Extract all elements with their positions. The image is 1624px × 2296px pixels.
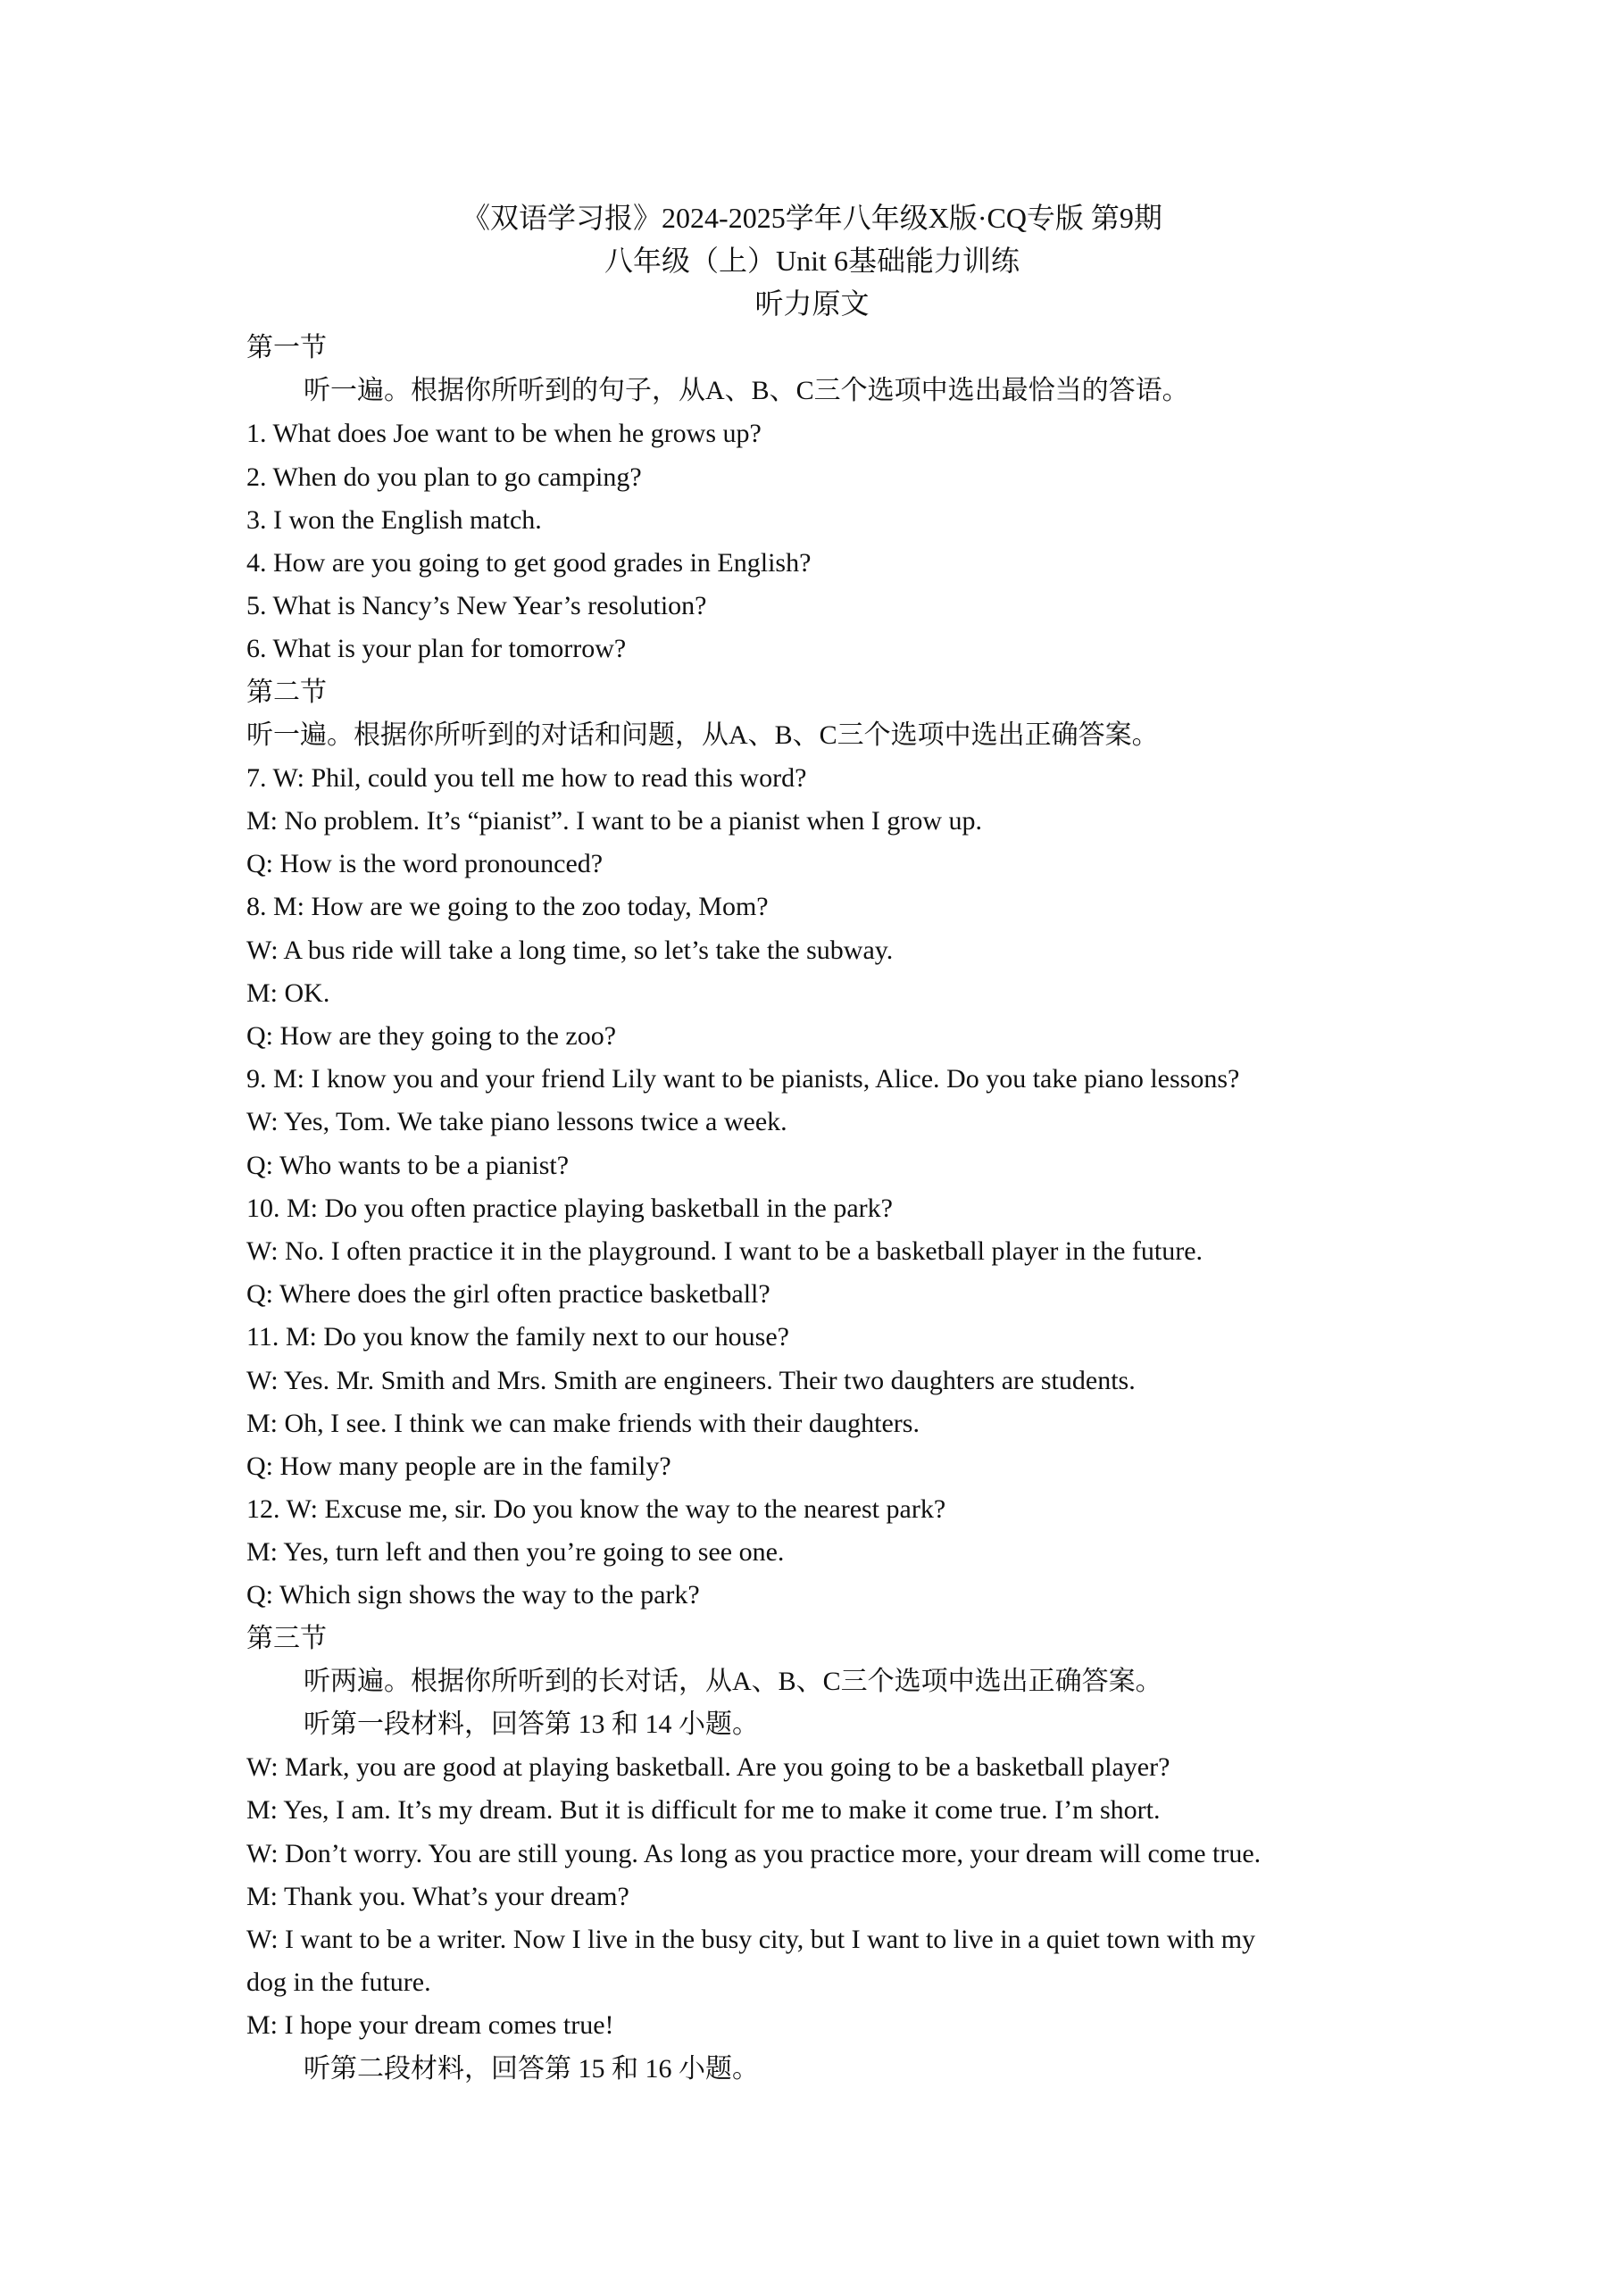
transcript-line: 6. What is your plan for tomorrow?	[246, 634, 627, 664]
transcript-line: 10. M: Do you often practice playing basketball in the park?	[246, 1193, 893, 1223]
transcript-line: W: Don’t worry. You are still young. As long as you practice more, your dream will come true.	[246, 1838, 1262, 1868]
transcript-line: M: I hope your dream comes true!	[246, 2010, 614, 2041]
passage-instruction: 听第二段材料，回答第 15 和 16 小题。	[304, 2053, 759, 2084]
transcript-line: M: Thank you. What’s your dream?	[246, 1881, 629, 1911]
transcript-line: 5. What is Nancy’s New Year’s resolution?	[246, 591, 707, 621]
transcript-line: 11. M: Do you know the family next to our house?	[246, 1322, 789, 1352]
transcript-line: 1. What does Joe want to be when he grows up?	[246, 419, 762, 449]
transcript-body	[246, 327, 1398, 2091]
transcript-line: W: Mark, you are good at playing basketball. Are you going to be a basketball player?	[246, 1752, 1170, 1783]
passage-instruction: 听第一段材料，回答第 13 和 14 小题。	[304, 1710, 759, 1739]
transcript-line: M: Yes, turn left and then you’re going to see one.	[246, 1537, 785, 1568]
document-title: 《双语学习报》2024-2025学年八年级X版·CQ专版 第9期	[462, 202, 1162, 234]
transcript-line: M: Oh, I see. I think we can make friends with their daughters.	[246, 1408, 920, 1438]
section-instruction: 听两遍。根据你所听到的长对话，从A、B、C三个选项中选出正确答案。	[304, 1666, 1162, 1696]
transcript-line: dog in the future.	[246, 1967, 431, 1998]
transcript-line: W: No. I often practice it in the playground. I want to be a basketball player in the future.	[246, 1235, 1203, 1266]
document-subtitle: 八年级（上）Unit 6基础能力训练	[604, 245, 1020, 277]
transcript-line: W: Yes. Mr. Smith and Mrs. Smith are engineers. Their two daughters are students.	[246, 1365, 1136, 1395]
transcript-line: W: Yes, Tom. We take piano lessons twice a week.	[246, 1107, 787, 1137]
section-instruction: 听一遍。根据你所听到的对话和问题，从A、B、C三个选项中选出正确答案。	[246, 720, 1159, 750]
section-heading: 第一节	[246, 333, 327, 362]
transcript-line: Q: How is the word pronounced?	[246, 849, 604, 879]
transcript-line: Q: Which sign shows the way to the park?	[246, 1580, 700, 1610]
transcript-line: Q: How many people are in the family?	[246, 1451, 671, 1481]
transcript-line: Q: Where does the girl often practice basketball?	[246, 1279, 770, 1310]
transcript-line: 12. W: Excuse me, sir. Do you know the way to the nearest park?	[246, 1494, 946, 1525]
transcript-line: M: Yes, I am. It’s my dream. But it is difficult for me to make it come true. I’m short.	[246, 1795, 1161, 1826]
transcript-line: M: OK.	[246, 977, 330, 1008]
transcript-line: Q: Who wants to be a pianist?	[246, 1150, 570, 1180]
transcript-line: 2. When do you plan to go camping?	[246, 462, 642, 492]
transcript-line: 7. W: Phil, could you tell me how to read this word?	[246, 762, 807, 793]
section-instruction: 听一遍。根据你所听到的句子，从A、B、C三个选项中选出最恰当的答语。	[304, 376, 1189, 406]
transcript-line: 3. I won the English match.	[246, 504, 542, 535]
document-heading: 听力原文	[754, 287, 870, 320]
transcript-line: W: A bus ride will take a long time, so let’s take the subway.	[246, 935, 894, 965]
transcript-line: 8. M: How are we going to the zoo today, Mom?	[246, 892, 769, 922]
section-heading: 第三节	[246, 1623, 327, 1653]
transcript-line: 9. M: I know you and your friend Lily want to be pianists, Alice. Do you take piano lessons?	[246, 1064, 1240, 1094]
section-heading: 第二节	[246, 677, 327, 707]
transcript-line: M: No problem. It’s “pianist”. I want to be a pianist when I grow up.	[246, 806, 983, 836]
transcript-line: W: I want to be a writer. Now I live in the busy city, but I want to live in a quiet town with my	[246, 1924, 1256, 1954]
transcript-line: Q: How are they going to the zoo?	[246, 1021, 617, 1051]
transcript-line: 4. How are you going to get good grades in English?	[246, 547, 812, 578]
